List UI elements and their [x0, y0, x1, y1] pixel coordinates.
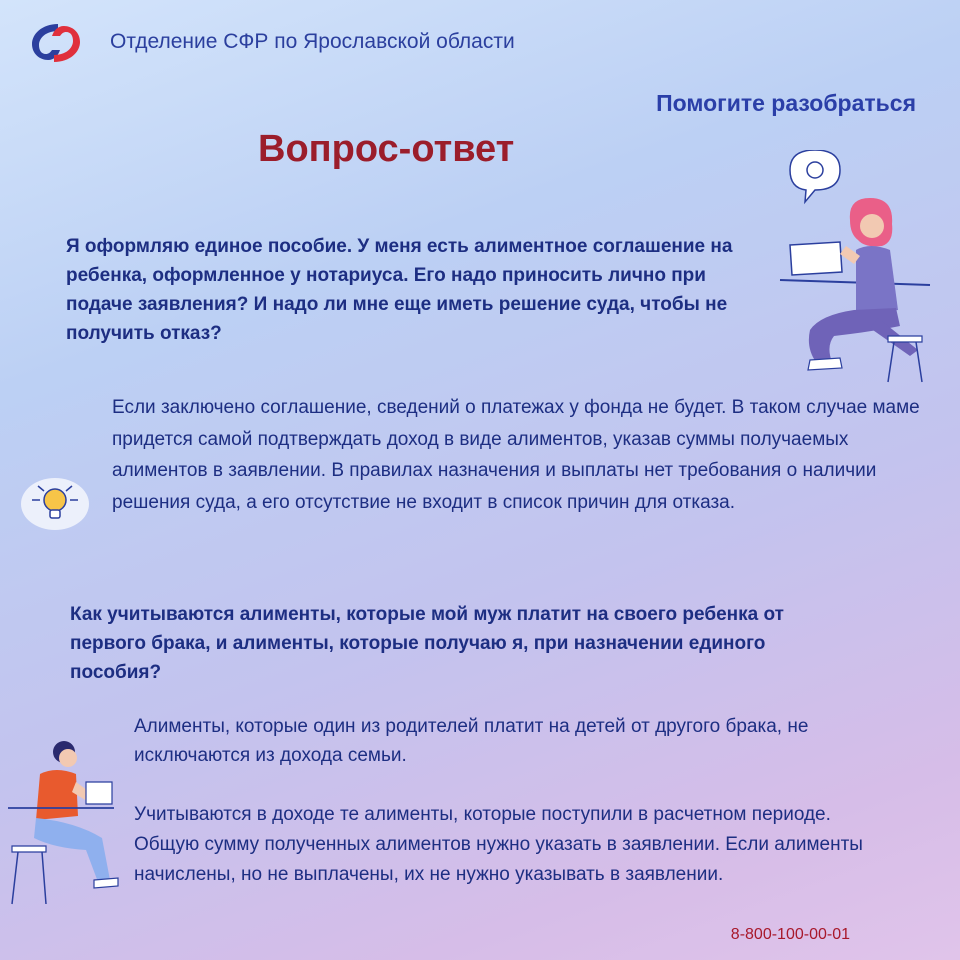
question-2: Как учитываются алименты, которые мой муж платит на своего ребенка от первого брака, и алименты, которые получаю я, при назначении единого пособия? — [70, 604, 784, 683]
page-title: Вопрос-ответ — [258, 128, 515, 170]
lightbulb-icon — [18, 474, 92, 534]
answer-2-paragraph-1: Алименты, которые один из родителей платит на детей от другого брака, не исключаются из дохода семьи. — [134, 716, 809, 766]
question-1: Я оформляю единое пособие. У меня есть алиментное соглашение на ребенка, оформленное у нотариуса. Его надо приносить лично при подаче заявления? И надо ли мне еще иметь решение суда, чтобы не получить отказ? — [66, 236, 733, 344]
answer-1: Если заключено соглашение, сведений о платежах у фонда не будет. В таком случае маме придется самой подтверждать доход в виде алиментов, указав суммы получаемых алиментов в заявлении. В правилах назначения и выплаты нет требования о наличии решения суда, а его отсутствие не входит в список причин для отказа. — [112, 397, 920, 513]
girl-at-desk-illustration — [770, 150, 940, 385]
page-subtitle: Помогите разобраться — [656, 90, 916, 116]
org-name: Отделение СФР по Ярославской области — [110, 30, 515, 53]
person-at-laptop-illustration — [6, 738, 124, 906]
sfr-logo-icon — [28, 20, 84, 66]
phone-number[interactable]: 8-800-100-00-01 — [730, 926, 850, 943]
answer-2-paragraph-2: Учитываются в доходе те алименты, которые поступили в расчетном периоде. Общую сумму полученных алиментов нужно указать в заявлении. Если алименты начислены, но не выплачены, их не нужно указывать в заявлении. — [134, 804, 863, 885]
